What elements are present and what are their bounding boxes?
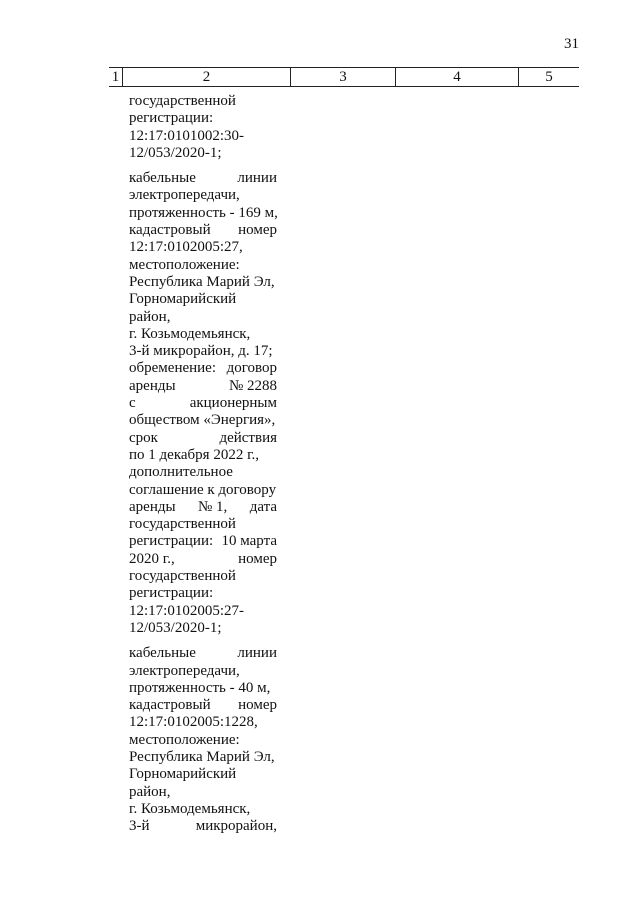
text-fragment: Горномарийский <box>129 766 237 783</box>
text-fragment: кадастровый <box>129 222 211 239</box>
page-number: 31 <box>564 36 579 52</box>
text-fragment: кабельные <box>129 645 196 662</box>
column-2-content <box>129 93 277 843</box>
text-line <box>129 309 277 326</box>
text-line <box>129 620 277 637</box>
text-line <box>129 551 277 568</box>
text-fragment: 12:17:0101002:30- <box>129 127 244 144</box>
text-fragment: линии <box>237 170 277 187</box>
text-fragment: протяженность - 169 м, <box>129 204 278 221</box>
header-cell-5: 5 <box>545 69 553 85</box>
text-fragment: 12:17:0102005:1228, <box>129 714 258 731</box>
text-line <box>129 697 277 714</box>
table-header-row <box>109 67 579 87</box>
text-fragment: акционерным <box>189 395 277 412</box>
text-line <box>129 499 277 516</box>
text-fragment: аренды <box>129 377 176 394</box>
text-fragment: обременение: <box>129 360 217 377</box>
text-fragment: 12/053/2020-1; <box>129 619 222 636</box>
text-fragment: дата <box>249 498 277 515</box>
text-line <box>129 187 277 204</box>
text-line <box>129 257 277 274</box>
text-fragment: 10 марта <box>221 533 277 550</box>
text-line <box>129 784 277 801</box>
list-item <box>129 170 277 637</box>
text-line <box>129 516 277 533</box>
text-fragment: регистрации: <box>129 585 214 602</box>
text-fragment: соглашение к договору <box>129 481 277 498</box>
text-fragment: микрорайон, <box>195 818 277 835</box>
text-line <box>129 170 277 187</box>
text-line <box>129 482 277 499</box>
text-line <box>129 464 277 481</box>
text-line <box>129 766 277 783</box>
text-fragment: район, <box>129 783 171 800</box>
text-fragment: протяженность - 40 м, <box>129 679 271 696</box>
text-fragment: г. Козьмодемьянск, <box>129 325 251 342</box>
text-fragment: г. Козьмодемьянск, <box>129 800 251 817</box>
text-fragment: № 2288 <box>228 377 277 394</box>
text-fragment: государственной <box>129 568 236 585</box>
text-line <box>129 714 277 731</box>
text-line <box>129 360 277 377</box>
text-line <box>129 274 277 291</box>
text-line <box>129 145 277 162</box>
text-fragment: государственной <box>129 516 236 533</box>
text-fragment: 3-й микрорайон, д. 17; <box>129 343 273 360</box>
text-fragment: кадастровый <box>129 697 211 714</box>
header-cell-3: 3 <box>291 68 396 86</box>
text-line <box>129 378 277 395</box>
header-cell-2: 2 <box>123 68 291 86</box>
text-line <box>129 205 277 222</box>
text-fragment: электропередачи, <box>129 187 240 204</box>
text-line <box>129 732 277 749</box>
text-fragment: Горномарийский <box>129 291 237 308</box>
text-line <box>129 749 277 766</box>
text-fragment: срок <box>129 429 158 446</box>
text-fragment: 2020 г., <box>129 550 175 567</box>
text-line <box>129 110 277 127</box>
text-fragment: регистрации: <box>129 110 214 127</box>
text-fragment: Республика Марий Эл, <box>129 748 275 765</box>
text-fragment: кабельные <box>129 170 196 187</box>
list-item <box>129 645 277 835</box>
text-line <box>129 128 277 145</box>
text-fragment: аренды <box>129 498 176 515</box>
text-fragment: номер <box>238 697 277 714</box>
text-line <box>129 412 277 429</box>
text-fragment: по 1 декабря 2022 г., <box>129 446 260 463</box>
text-fragment: № 1, <box>197 498 228 515</box>
text-line <box>129 568 277 585</box>
text-line <box>129 585 277 602</box>
text-fragment: электропередачи, <box>129 662 240 679</box>
text-fragment: дополнительное <box>129 464 233 481</box>
text-fragment: с <box>129 395 136 412</box>
text-line <box>129 343 277 360</box>
text-fragment: 12:17:0102005:27- <box>129 602 244 619</box>
text-line <box>129 818 277 835</box>
header-cell-1: 1 <box>109 68 123 86</box>
text-line <box>129 447 277 464</box>
text-line <box>129 326 277 343</box>
text-line <box>129 663 277 680</box>
text-line <box>129 222 277 239</box>
text-line <box>129 291 277 308</box>
text-fragment: 12:17:0102005:27, <box>129 239 243 256</box>
text-line <box>129 801 277 818</box>
list-item <box>129 93 277 162</box>
text-line <box>129 603 277 620</box>
text-fragment: Республика Марий Эл, <box>129 273 275 290</box>
text-fragment: обществом «Энергия», <box>129 412 276 429</box>
text-fragment: регистрации: <box>129 533 214 550</box>
text-fragment: номер <box>238 550 277 567</box>
text-line <box>129 93 277 110</box>
header-cell-4: 4 <box>396 68 519 86</box>
text-fragment: 3-й <box>129 818 150 835</box>
text-fragment: договор <box>226 360 277 377</box>
text-line <box>129 395 277 412</box>
text-fragment: государственной <box>129 93 236 109</box>
text-line <box>129 430 277 447</box>
text-fragment: местоположение: <box>129 731 240 748</box>
text-fragment: линии <box>237 645 277 662</box>
text-line <box>129 239 277 256</box>
text-fragment: район, <box>129 308 171 325</box>
text-line <box>129 645 277 662</box>
text-line <box>129 680 277 697</box>
text-fragment: действия <box>219 429 277 446</box>
text-line <box>129 533 277 550</box>
text-fragment: местоположение: <box>129 256 240 273</box>
text-fragment: номер <box>238 222 277 239</box>
text-fragment: 12/053/2020-1; <box>129 144 222 161</box>
